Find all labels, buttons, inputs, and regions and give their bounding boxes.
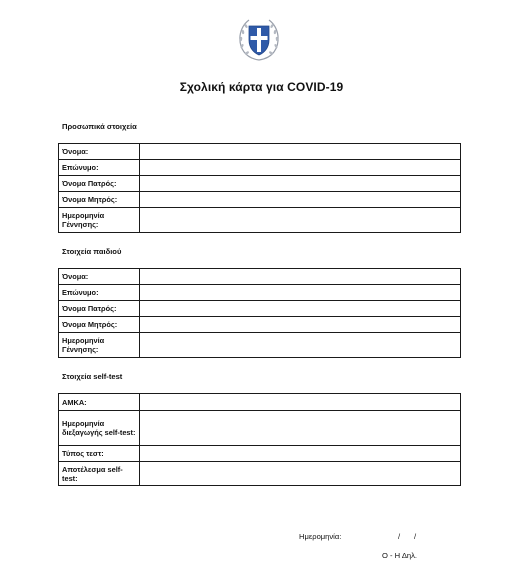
table-row	[59, 333, 461, 358]
self-test-table	[58, 393, 461, 486]
table-row	[59, 285, 461, 301]
first-name-field[interactable]	[140, 144, 461, 160]
birth-date-field[interactable]	[140, 208, 461, 233]
test-date-field[interactable]	[140, 411, 461, 446]
date-separator: /	[398, 532, 401, 541]
page-title: Σχολική κάρτα για COVID-19	[179, 80, 344, 94]
field-label: Ημερομηνία Γέννησης:	[59, 333, 140, 358]
child-last-name-field[interactable]	[140, 285, 461, 301]
field-label: Όνομα Μητρός:	[59, 192, 140, 208]
table-row	[59, 144, 461, 160]
field-label: Όνομα:	[59, 144, 140, 160]
table-row	[59, 269, 461, 285]
table-row	[59, 462, 461, 486]
field-label: Όνομα:	[59, 269, 140, 285]
signer-label: Ο - Η Δηλ.	[382, 551, 418, 560]
table-row	[59, 301, 461, 317]
child-first-name-field[interactable]	[140, 269, 461, 285]
field-label: Επώνυμο:	[59, 285, 140, 301]
date-separator: /	[414, 532, 417, 541]
field-label: Αποτέλεσμα self-test:	[59, 462, 140, 486]
mother-name-field[interactable]	[140, 192, 461, 208]
field-label: Όνομα Πατρός:	[59, 176, 140, 192]
table-row	[59, 192, 461, 208]
field-label: Τύπος τεστ:	[59, 446, 140, 462]
test-type-field[interactable]	[140, 446, 461, 462]
table-row	[59, 208, 461, 233]
child-father-name-field[interactable]	[140, 301, 461, 317]
child-mother-name-field[interactable]	[140, 317, 461, 333]
child-info-table	[58, 268, 461, 358]
table-row	[59, 160, 461, 176]
field-label: ΑΜΚΑ:	[59, 394, 140, 411]
table-row	[59, 317, 461, 333]
field-label: Επώνυμο:	[59, 160, 140, 176]
father-name-field[interactable]	[140, 176, 461, 192]
personal-info-table	[58, 143, 461, 233]
table-row	[59, 446, 461, 462]
field-label: Όνομα Μητρός:	[59, 317, 140, 333]
section-title-self-test: Στοιχεία self-test	[62, 372, 123, 381]
field-label: Όνομα Πατρός:	[59, 301, 140, 317]
test-result-field[interactable]	[140, 462, 461, 486]
table-row	[59, 411, 461, 446]
field-label: Ημερομηνία διεξαγωγής self-test:	[59, 411, 140, 446]
date-line	[299, 532, 417, 541]
table-row	[59, 394, 461, 411]
field-label: Ημερομηνία Γέννησης:	[59, 208, 140, 233]
last-name-field[interactable]	[140, 160, 461, 176]
greek-coat-of-arms-icon	[235, 16, 283, 64]
date-label: Ημερομηνία:	[299, 532, 342, 541]
child-birth-date-field[interactable]	[140, 333, 461, 358]
section-title-child: Στοιχεία παιδιού	[62, 247, 122, 256]
table-row	[59, 176, 461, 192]
section-title-personal: Προσωπικά στοιχεία	[62, 122, 137, 131]
amka-field[interactable]	[140, 394, 461, 411]
